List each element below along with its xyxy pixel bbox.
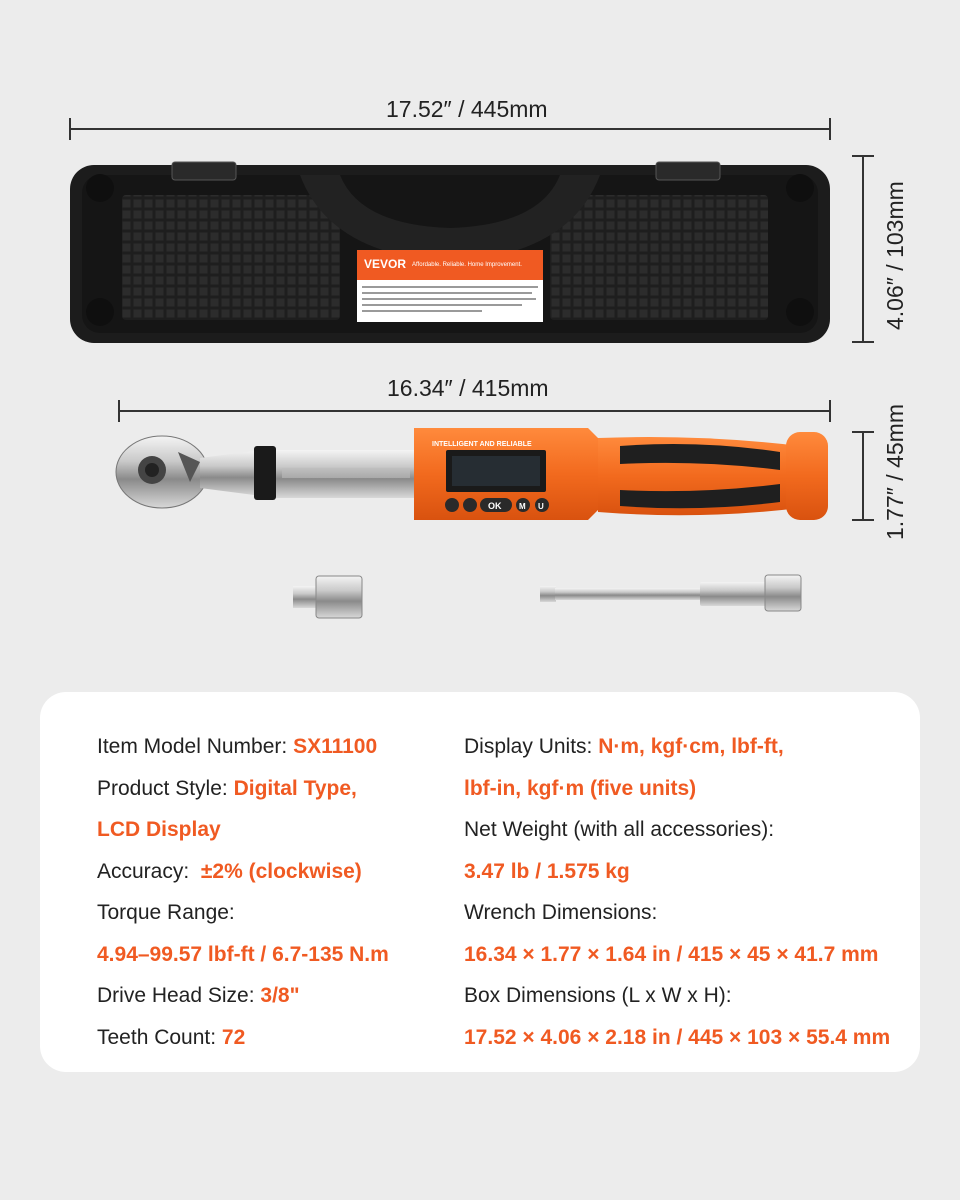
- wrench-ok-button: OK: [488, 501, 502, 511]
- spec-line: 17.52 × 4.06 × 2.18 in / 445 × 103 × 55.4 mm: [464, 1025, 891, 1049]
- case-tagline: Affordable. Reliable. Home Improvement.: [412, 262, 522, 268]
- wrench-u-button: U: [538, 502, 544, 511]
- spec-line: Accuracy: ±2% (clockwise): [97, 859, 362, 883]
- spec-line: 4.94–99.57 lbf-ft / 6.7-135 N.m: [97, 942, 389, 966]
- wrench-m-button: M: [519, 502, 526, 511]
- socket-adapter: [293, 576, 362, 618]
- spec-line: Wrench Dimensions:: [464, 901, 658, 924]
- carrying-case: [70, 162, 830, 343]
- spec-line: Teeth Count: 72: [97, 1025, 246, 1049]
- spec-line: Item Model Number: SX11100: [97, 735, 378, 758]
- case-height-label: 4.06″ / 103mm: [882, 181, 908, 330]
- spec-line: Torque Range:: [97, 901, 235, 924]
- spec-line: Display Units: N·m, kgf·cm, lbf-ft,: [464, 735, 784, 758]
- spec-line: 16.34 × 1.77 × 1.64 in / 415 × 45 × 41.7 mm: [464, 942, 879, 966]
- wrench-height-label: 1.77″ / 45mm: [882, 404, 908, 540]
- case-length-label: 17.52″ / 445mm: [386, 96, 548, 122]
- spec-column-right: [464, 726, 914, 1058]
- case-brand-logo: VEVOR: [364, 257, 407, 271]
- spec-line: Product Style: Digital Type,: [97, 776, 357, 800]
- spec-line: 3.47 lb / 1.575 kg: [464, 859, 630, 883]
- extension-bar: [540, 575, 801, 611]
- spec-card: [40, 692, 920, 1072]
- spec-line: Drive Head Size: 3/8": [97, 984, 300, 1007]
- wrench-length-label: 16.34″ / 415mm: [387, 375, 549, 401]
- spec-line: LCD Display: [97, 818, 221, 841]
- wrench-panel-header: INTELLIGENT AND RELIABLE: [432, 441, 532, 448]
- spec-column-left: [97, 726, 457, 1058]
- spec-line: Box Dimensions (L x W x H):: [464, 984, 732, 1007]
- spec-line: lbf-in, kgf·m (five units): [464, 776, 697, 800]
- spec-line: Net Weight (with all accessories):: [464, 818, 775, 841]
